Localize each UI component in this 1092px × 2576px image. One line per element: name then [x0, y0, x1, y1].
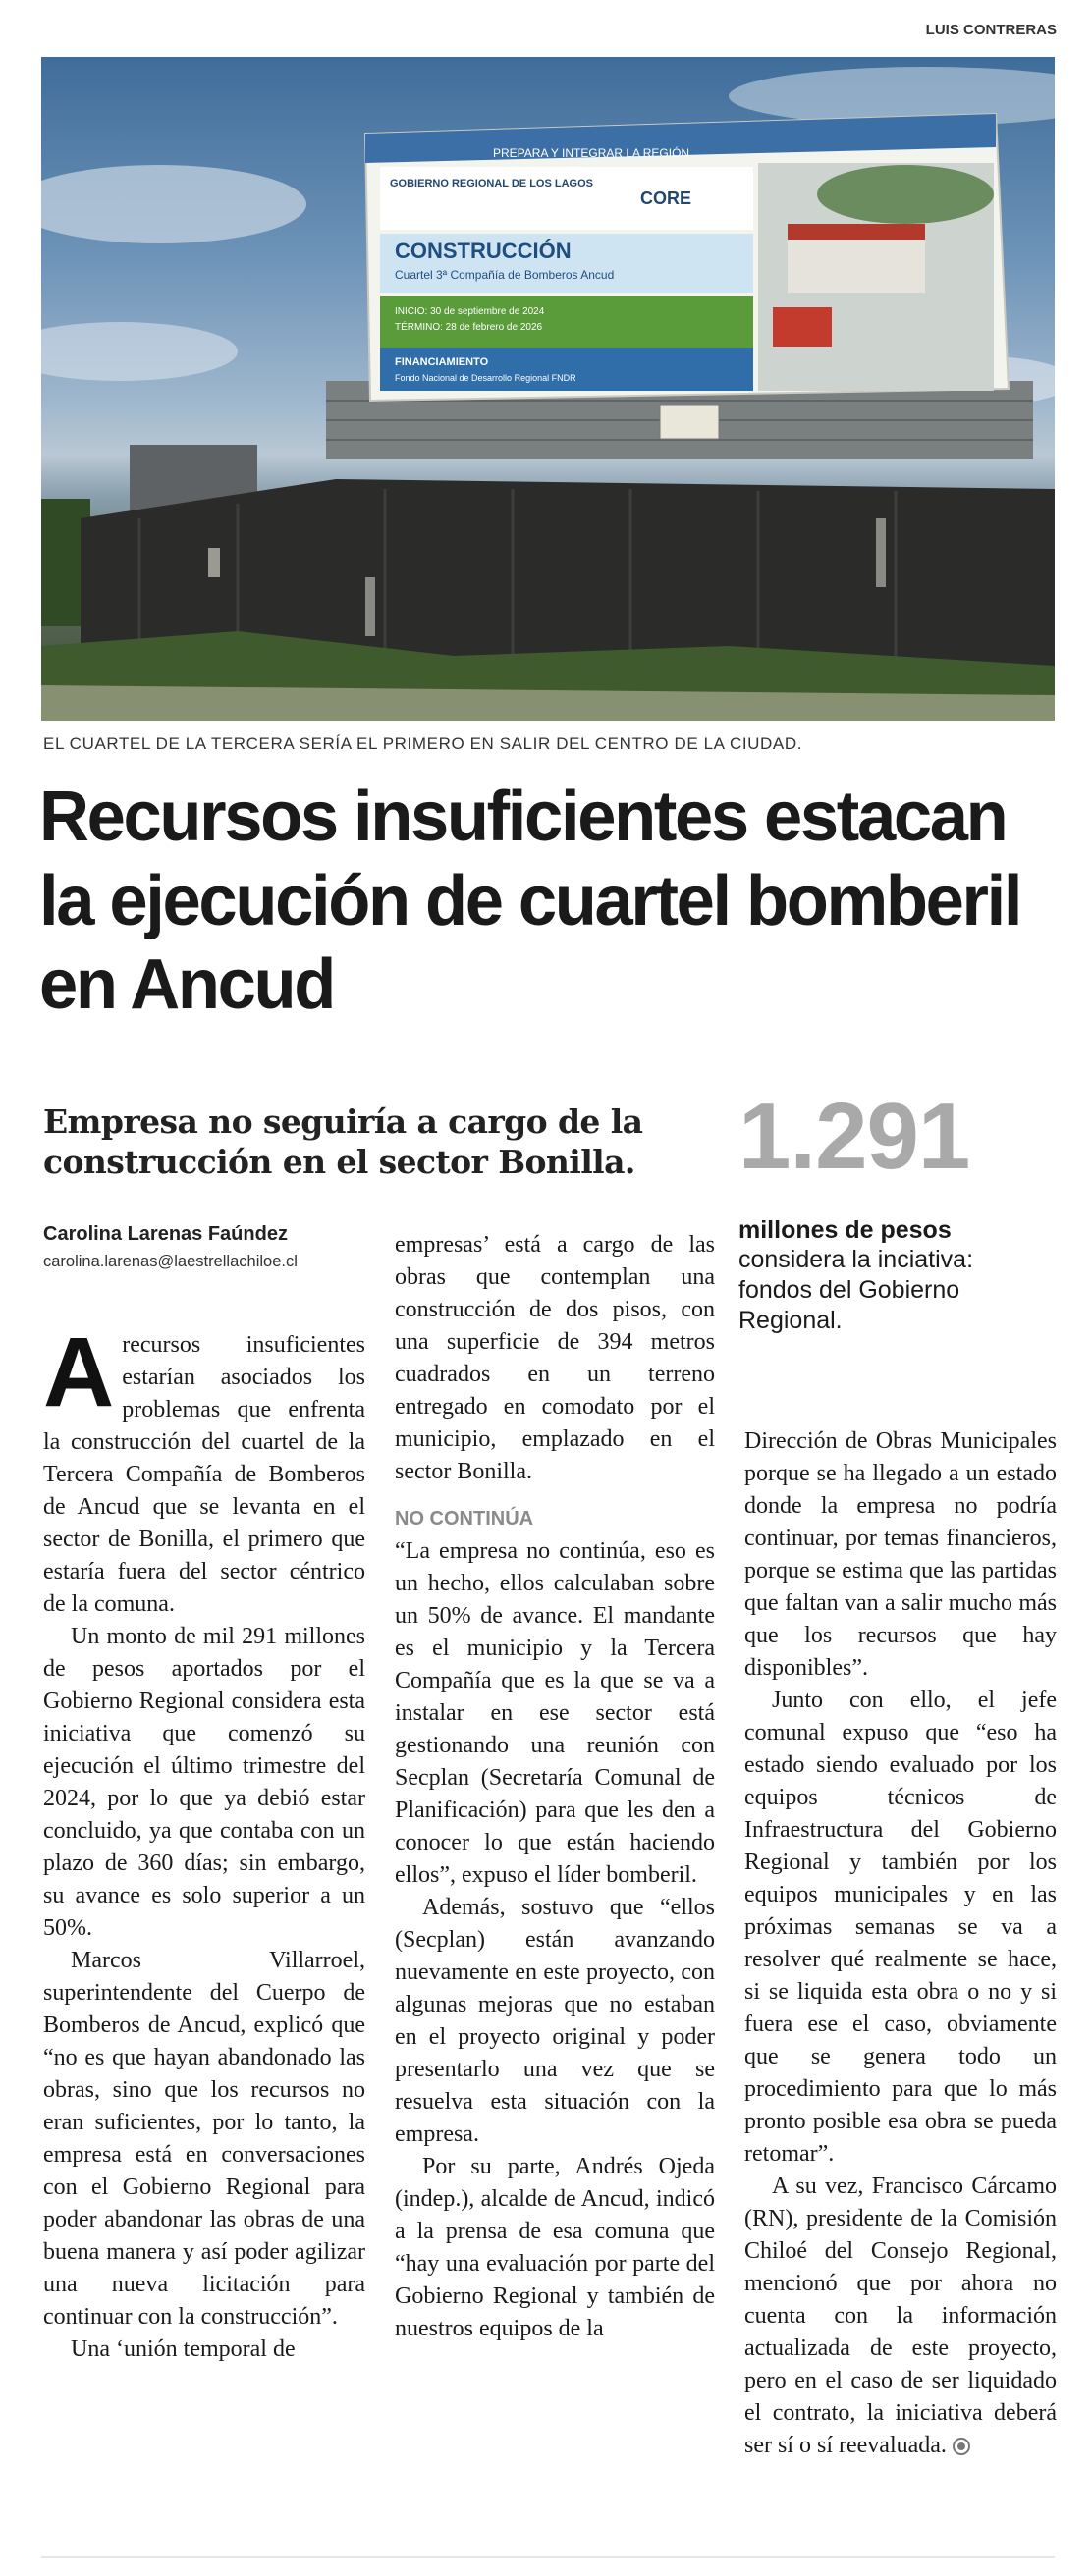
- body-paragraph-9: Dirección de Obras Municipales porque se ha llegado a un estado donde la empresa no podría continuar, por temas financieros, porque se estima que las partidas que faltan van a salir mucho más que los recursos que hay disponibles”.: [744, 1428, 1057, 1681]
- article-photo: [41, 57, 1055, 721]
- stat-description: considera la inciativa: fondos del Gobierno Regional.: [738, 1246, 974, 1334]
- end-of-article-icon: [953, 2438, 970, 2455]
- billboard-subtitle: Cuartel 3ª Compañía de Bomberos Ancud: [395, 268, 615, 282]
- billboard-inicio: INICIO: 30 de septiembre de 2024: [395, 306, 545, 317]
- article-column-1: [43, 1317, 365, 2366]
- billboard-top-text: PREPARA Y INTEGRAR LA REGIÓN: [493, 146, 690, 160]
- stat-number: 1.291: [738, 1084, 970, 1189]
- body-paragraph-11: A su vez, Francisco Cárcamo (RN), presidente de la Comisión Chiloé del Consejo Regional, mencionó que por ahora no cuenta con la información actualizada de este proyecto, pero en el caso de ser liquidado el contrato, la iniciativa deberá ser sí o sí reevaluada.: [744, 2174, 1057, 2458]
- billboard-financiamiento: FINANCIAMIENTO: [395, 356, 489, 368]
- body-paragraph-10: Junto con ello, el jefe comunal expuso que “eso ha estado siendo evaluado por los equipos técnicos de Infraestructura del Gobierno Regional y también por los equipos municipales y en las próximas semanas se va a resolver qué realmente se hace, si se liquida esta obra o no y si fuera ese el caso, obviamente que se genera todo un procedimiento para que lo más pronto posible esa obra se pueda retomar”.: [744, 1688, 1057, 2167]
- body-paragraph-3: Marcos Villarroel, superintendente del Cuerpo de Bomberos de Ancud, explicó que “no es que hayan abandonado las obras, sino que los recursos no eran suficientes, por lo tanto, la empresa está en conversaciones con el Gobierno Regional para poder abandonar las obras de una buena manera y así poder agilizar una nueva licitación para continuar con la construcción”.: [43, 1948, 365, 2330]
- body-paragraph-7: Además, sostuvo que “ellos (Secplan) están avanzando nuevamente en este proyecto, con algunas mejoras que no estaban en el proyecto original y poder presentarlo una vez que se resuelva esta situación con la empresa.: [395, 1895, 715, 2147]
- drop-cap: A: [43, 1317, 115, 1427]
- billboard-title: CONSTRUCCIÓN: [395, 239, 572, 263]
- bottom-rule: [41, 2556, 1055, 2558]
- stat-label-strong: millones de pesos: [738, 1216, 952, 1244]
- body-paragraph-2: Un monto de mil 291 millones de pesos aportados por el Gobierno Regional considera esta iniciativa que comenzó su ejecución el último trimestre del 2024, por lo que ya debió estar concluido, ya que contaba con un plazo de 360 días; sin embargo, su avance es solo superior a un 50%.: [43, 1624, 365, 1941]
- photo-caption: EL CUARTEL DE LA TERCERA SERÍA EL PRIMERO EN SALIR DEL CENTRO DE LA CIUDAD.: [43, 734, 803, 753]
- body-paragraph-4: Una ‘unión temporal de: [71, 2336, 296, 2362]
- byline-author: Carolina Larenas Faúndez: [43, 1223, 288, 1245]
- article-column-2: [395, 1229, 715, 2345]
- body-paragraph-8: Por su parte, Andrés Ojeda (indep.), alcalde de Ancud, indicó a la prensa de esa comuna que “hay una evaluación por parte del Gobierno Regional y también de nuestros equipos de la: [395, 2154, 715, 2341]
- billboard-logo-text: GOBIERNO REGIONAL DE LOS LAGOS: [390, 178, 593, 189]
- byline-email[interactable]: carolina.larenas@laestrellachiloe.cl: [43, 1253, 298, 1270]
- headline: Recursos insuficientes estacan la ejecución de cuartel bomberil en Ancud: [39, 778, 1021, 1025]
- billboard-financiamiento-detail: Fondo Nacional de Desarrollo Regional FNDR: [395, 373, 576, 383]
- billboard-termino: TÉRMINO: 28 de febrero de 2026: [395, 322, 543, 333]
- construction-site-illustration: [41, 57, 1055, 721]
- body-paragraph-6: “La empresa no continúa, eso es un hecho, ellos calculaban sobre un 50% de avance. El mandante es el municipio y la Tercera Compañía que es la que se va a instalar en ese sector está gestionando una reunión con Secplan (Secretaría Comunal de Planificación) para que les den a conocer lo que están haciendo ellos”, expuso el líder bomberil.: [395, 1538, 715, 1888]
- billboard-core-logo: CORE: [640, 188, 692, 208]
- section-subhead: NO CONTINÚA: [395, 1508, 534, 1530]
- body-paragraph-5: empresas’ está a cargo de las obras que contemplan una construcción de dos pisos, con una superficie de 394 metros cuadrados en un terreno entregado en comodato por el municipio, emplazado en el sector Bonilla.: [395, 1232, 715, 1484]
- body-paragraph-1: Arecursos insuficientes estarían asociados los problemas que enfrenta la construcción del cuartel de la Tercera Compañía de Bomberos de Ancud que se levanta en el sector de Bonilla, el primero que estaría fuera del sector céntrico de la comuna.: [43, 1317, 365, 1617]
- photo-credit: LUIS CONTRERAS: [925, 22, 1057, 38]
- article-column-3: [744, 1425, 1057, 2462]
- deck: Empresa no seguiría a cargo de la construcción en el sector Bonilla.: [43, 1102, 643, 1182]
